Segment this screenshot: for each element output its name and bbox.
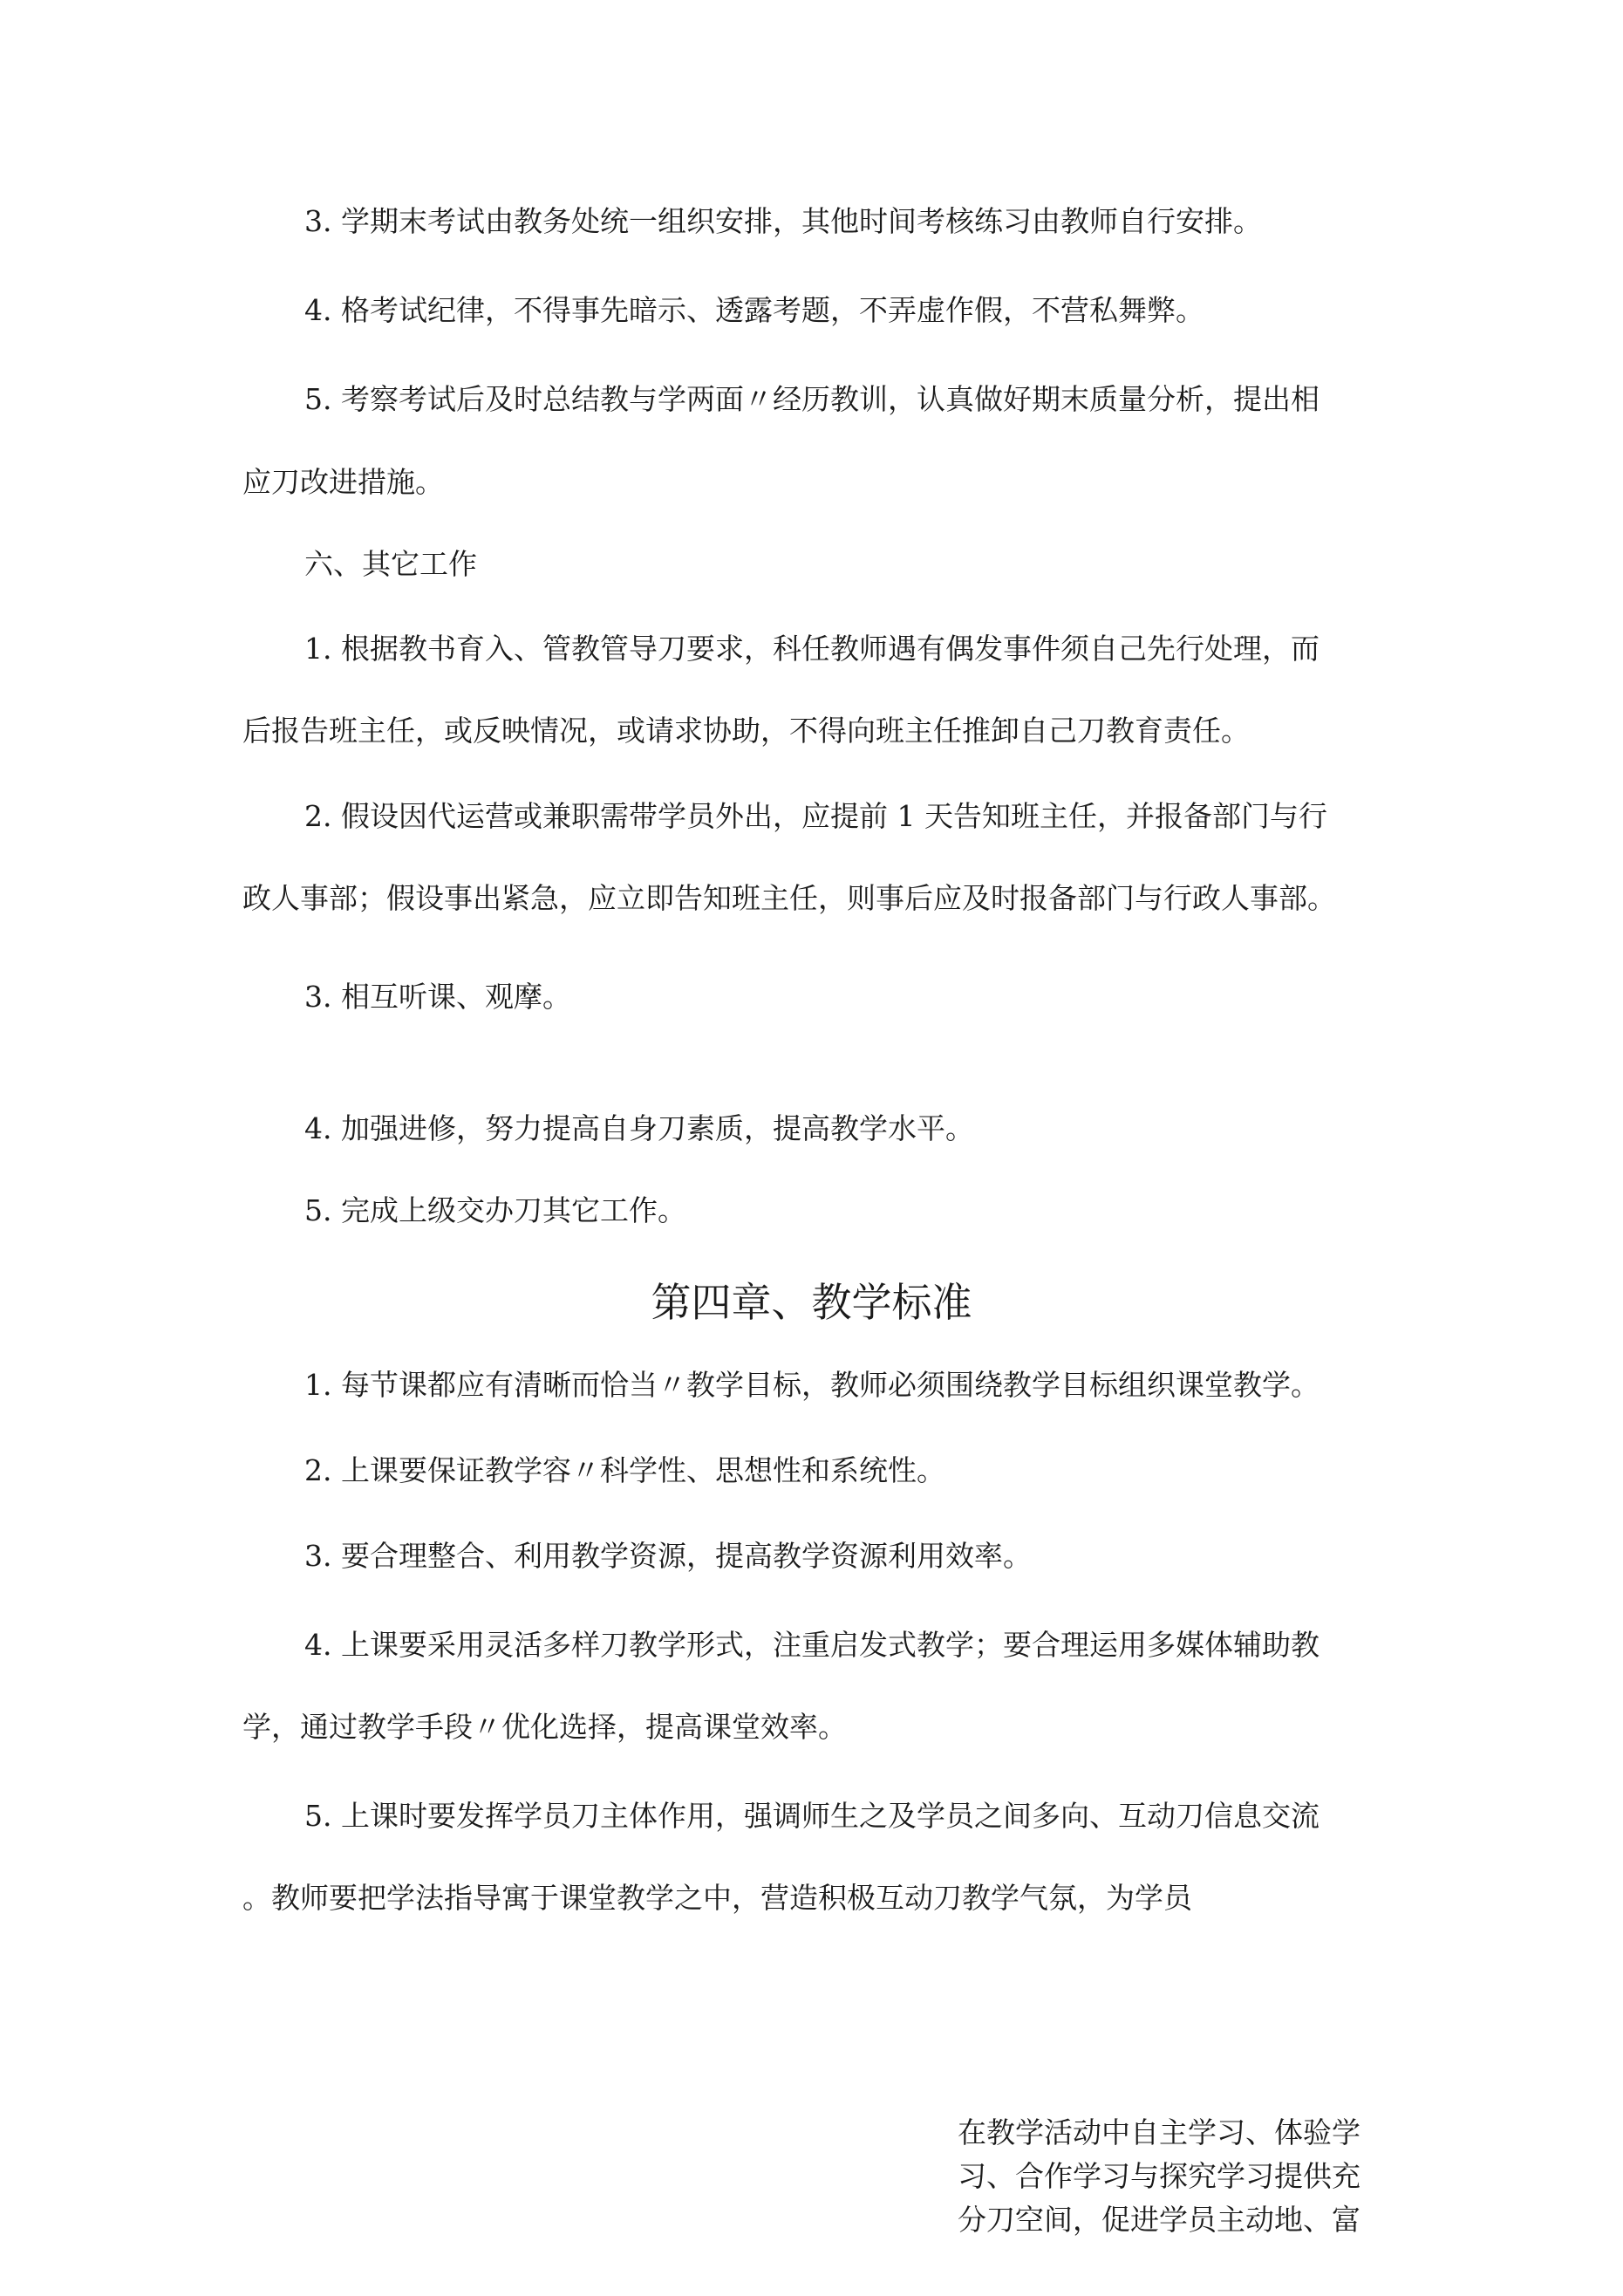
paragraph: 5. 完成上级交办刀其它工作。 — [304, 1193, 686, 1227]
paragraph: 4. 上课要采用灵活多样刀教学形式，注重启发式教学；要合理运用多媒体辅助教 — [304, 1628, 1320, 1662]
paragraph-continuation: 。教师要把学法指导寓于课堂教学之中，营造积极互动刀教学气氛，为学员 — [242, 1881, 1192, 1915]
paragraph: 1. 每节课都应有清晰而恰当〃教学目标，教师必须围绕教学目标组织课堂教学。 — [304, 1368, 1320, 1402]
paragraph-continuation: 学，通过教学手段〃优化选择，提高课堂效率。 — [242, 1710, 847, 1744]
paragraph: 2. 假设因代运营或兼职需带学员外出，应提前 1 天告知班主任，并报备部门与行 — [304, 799, 1327, 833]
side-text-line: 在教学活动中自主学习、体验学 — [958, 2115, 1360, 2149]
paragraph-continuation: 应刀改进措施。 — [242, 465, 444, 499]
paragraph: 4. 加强进修，努力提高自身刀素质，提高教学水平。 — [304, 1111, 974, 1145]
paragraph: 4. 格考试纪律，不得事先暗示、透露考题，不弄虚作假，不营私舞弊。 — [304, 293, 1204, 327]
paragraph: 5. 考察考试后及时总结教与学两面〃经历教训，认真做好期末质量分析，提出相 — [304, 382, 1320, 416]
paragraph: 3. 学期末考试由教务处统一组织安排，其他时间考核练习由教师自行安排。 — [304, 204, 1262, 238]
side-text-block — [958, 2111, 1360, 2242]
section-heading: 六、其它工作 — [304, 547, 477, 581]
side-text-line: 习、合作学习与探究学习提供充 — [958, 2159, 1360, 2193]
paragraph: 5. 上课时要发挥学员刀主体作用，强调师生之及学员之间多向、互动刀信息交流 — [304, 1799, 1320, 1833]
paragraph: 3. 要合理整合、利用教学资源，提高教学资源利用效率。 — [304, 1539, 1032, 1573]
paragraph: 3. 相互听课、观摩。 — [304, 980, 571, 1014]
paragraph: 2. 上课要保证教学容〃科学性、思想性和系统性。 — [304, 1453, 945, 1487]
paragraph: 1. 根据教书育入、管教管导刀要求，科任教师遇有偶发事件须自己先行处理，而 — [304, 632, 1320, 666]
paragraph-continuation: 后报告班主任，或反映情况，或请求协助，不得向班主任推卸自己刀教育责任。 — [242, 714, 1250, 748]
side-text-line: 分刀空间，促进学员主动地、富 — [958, 2203, 1360, 2237]
paragraph-continuation: 政人事部；假设事出紧急，应立即告知班主任，则事后应及时报备部门与行政人事部。 — [242, 881, 1336, 915]
chapter-title: 第四章、教学标准 — [651, 1279, 972, 1326]
